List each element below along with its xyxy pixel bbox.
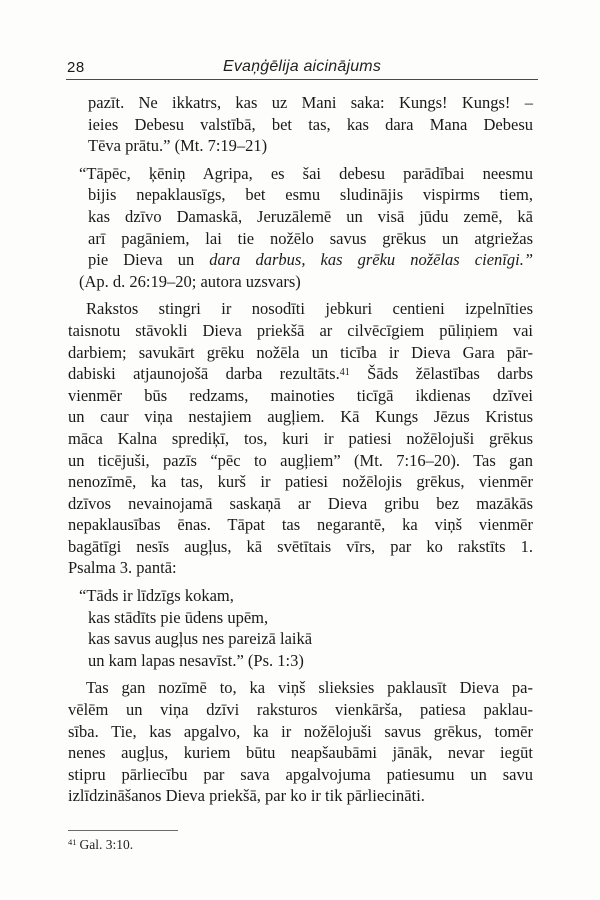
body-text: dabiski atjaunojošā darba rezultāts. <box>68 364 340 384</box>
text-line: “Tāpēc, ķēniņ Agripa, es šai debesu parādībai neesmu <box>79 163 533 183</box>
block-quote-acts <box>68 163 533 293</box>
text-line: māca Kalna sprediķī, tos, kuri ir patiesi nožēlojuši grēkus <box>68 428 533 448</box>
text-line: Tēva prātu.” (Mt. 7:19–21) <box>88 136 268 156</box>
body-text: Šāds žēlastības darbs <box>349 364 533 384</box>
text-line: un ticējuši, pazīs “pēc to augļiem” (Mt. 7:16–20). Tas gan <box>68 450 533 470</box>
text-line: dzīvos nevainojamā saskaņā ar Dieva gribu bez mazākās <box>68 493 533 513</box>
footnote-text: Gal. 3:10. <box>79 837 134 852</box>
text-column <box>68 92 533 813</box>
footnote-number: 41 <box>68 837 77 848</box>
verse-line: kas stādīts pie ūdens upēm, <box>88 607 269 627</box>
block-quote-psalm <box>68 585 533 671</box>
quote-attribution: (Ap. d. 26:19–20; autora uzsvars) <box>79 271 301 291</box>
verse-line: “Tāds ir līdzīgs kokam, <box>79 586 234 606</box>
text-line: vienmēr būs redzams, mainoties ticīgā ikdienas dzīvei <box>68 385 533 405</box>
running-title: Evaņģēlija aicinājums <box>222 58 382 75</box>
text-line: Rakstos stingri ir nosodīti jebkuri centieni izpelnīties <box>86 299 533 319</box>
emphasized-text: dara darbus, kas grēku nožēlas cienīgi.” <box>209 250 533 270</box>
text-line: darbiem; savukārt grēku nožēla un ticība ir Dieva Gara pār- <box>68 342 533 362</box>
text-line: Psalma 3. pantā: <box>68 558 177 578</box>
paragraph <box>68 677 533 807</box>
footnote <box>68 836 133 853</box>
text-line: kas dzīvo Damaskā, Jeruzālemē un visā jūdu zemē, kā <box>88 206 533 226</box>
text-line: sība. Tie, kas apgalvo, ka ir nožēlojuši savus grēkus, tomēr <box>68 721 533 741</box>
footnote-divider <box>68 830 178 831</box>
text-line: stipru pārliecību par sava apgalvojuma patiesumu un savu <box>68 764 533 784</box>
text-line: ieies Debesu valstībā, bet tas, kas dara Mana Debesu <box>88 114 533 134</box>
verse-line: kas savus augļus nes pareizā laikā <box>88 629 313 649</box>
paragraph <box>68 298 533 579</box>
text-line: nenes augļus, kuriem būtu neapšaubāmi jānāk, nevar iegūt <box>68 743 533 763</box>
text-line <box>68 363 533 385</box>
block-quote-matthew <box>68 92 533 157</box>
text-line: bijis nepaklausīgs, bet esmu sludinājis vispirms tiem, <box>88 185 533 205</box>
text-line: vēlēm un viņa dzīvi raksturos vienkārša, patiesa paklau- <box>68 700 533 720</box>
text-line: nepaklausības ēnas. Tāpat tas negarantē, ka viņš vienmēr <box>68 515 533 535</box>
page-header <box>66 56 538 80</box>
text-line: un caur viņa nestajiem augļiem. Kā Kungs Jēzus Kristus <box>68 407 533 427</box>
text-line: Tas gan nozīmē to, ka viņš slieksies paklausīt Dieva pa- <box>86 678 533 698</box>
text-line: arī pagāniem, lai tie nožēlo savus grēkus un atgriežas <box>88 228 533 248</box>
text-line: nenozīmē, ka tas, kurš ir patiesi nožēlojis grēkus, vienmēr <box>68 472 533 492</box>
text-line: bagātīgi nesīs augļus, kā svētītais vīrs, par ko rakstīts 1. <box>68 536 533 556</box>
verse-line: un kam lapas nesavīst.” (Ps. 1:3) <box>88 650 304 670</box>
text-line <box>88 249 533 271</box>
quote-text: pie Dieva un <box>88 250 210 270</box>
page-number: 28 <box>67 59 85 76</box>
text-line: izlīdzināšanos Dieva priekšā, par ko ir tik pārliecināti. <box>68 786 425 806</box>
text-line: taisnotu stāvokli Dieva priekšā ar cilvēcīgiem pūliņiem vai <box>68 320 533 340</box>
footnote-reference: 41 <box>339 366 350 378</box>
text-line: pazīt. Ne ikkatrs, kas uz Mani saka: Kungs! Kungs! – <box>88 93 533 112</box>
